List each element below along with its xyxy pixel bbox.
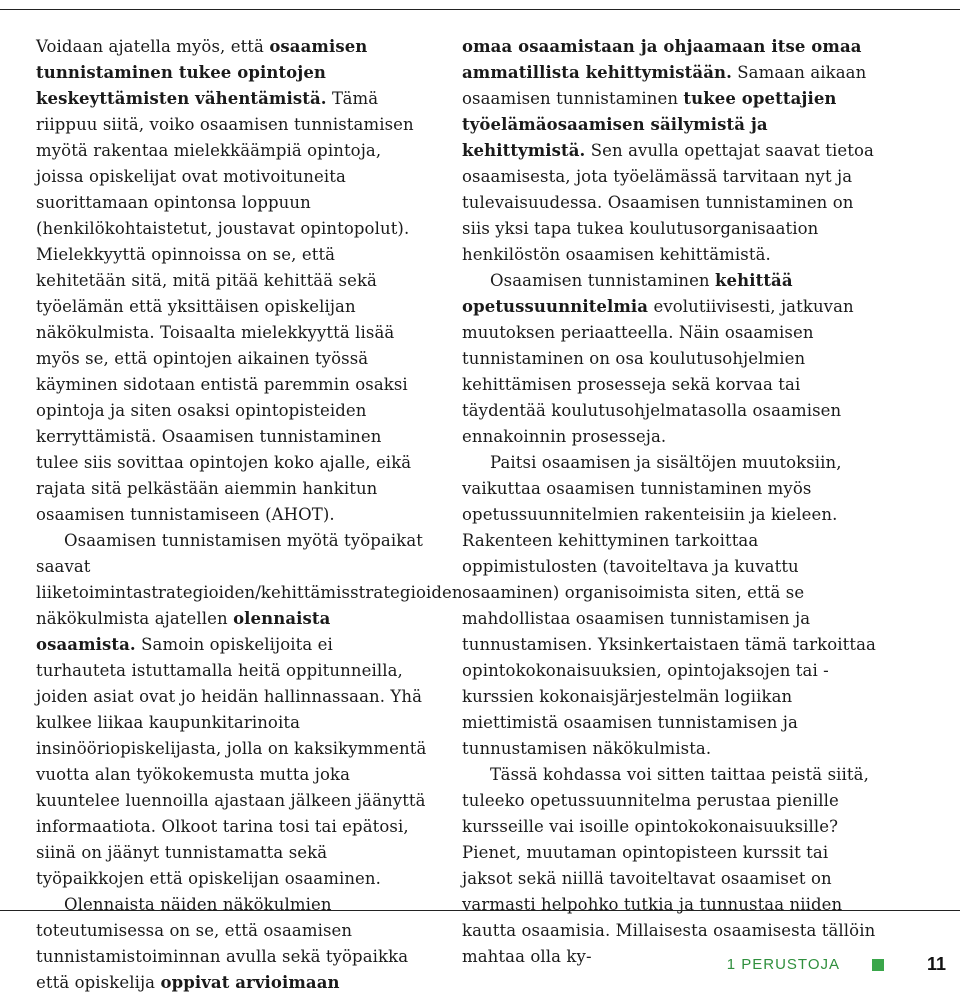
paragraph: Paitsi osaamisen ja sisältöjen muutoksiin, vaikuttaa osaamisen tunnistaminen myös opetussuunnitelmien rakenteisiin ja kieleen. Rakenteen kehittyminen tarkoittaa oppimistulosten (tavoiteltava ja kuvattu osaaminen) organisoimista siten, että se mahdollistaa osaamisen tunnistamisen ja tunnustamisen. Yksinkertaistaen tämä tarkoittaa opintokokonaisuuksien, opintojaksojen tai -kurssien kokonaisjärjestelmän logiikan miettimistä osaamisen tunnistamisen ja tunnustamisen näkökulmista. xyxy=(462,453,876,758)
green-square-icon xyxy=(872,959,884,971)
paragraph: Tässä kohdassa voi sitten taittaa peistä siitä, tuleeko opetussuunnitelma perustaa pienille kursseille vai isoille opintokokonaisuuksille? Pienet, muutaman opintopisteen kurssit tai jaksot sekä niillä tavoiteltavat osaamiset on varmasti helpohko tutkia ja tunnustaa niiden kautta osaamisia. Millaisesta osaamisesta tällöin mahtaa olla ky- xyxy=(462,765,876,966)
right-column xyxy=(462,34,880,970)
emphasis: oppivat arvioimaan xyxy=(160,973,340,992)
emphasis: osaamisen tunnistaminen tukee opintojen keskeyttämisten vähentämistä. xyxy=(36,37,368,108)
paragraph: Voidaan ajatella myös, että osaamisen tunnistaminen tukee opintojen keskeyttämisten vähentämistä. Tämä riippuu siitä, voiko osaamisen tunnistamisen myötä rakentaa mielekkäämpiä opintoja, joissa opiskelijat ovat motivoituneita suorittamaan opintonsa loppuun (henkilökohtaistetut, joustavat opintopolut). Mielekkyyttä opinnoissa on se, että kehitetään sitä, mitä pitää kehittää sekä työelämän että yksittäisen opiskelijan näkökulmista. Toisaalta mielekkyyttä lisää myös se, että opintojen aikainen työssä käyminen sidotaan entistä paremmin osaksi opintoja ja siten osaksi opintopisteiden kerryttämistä. Osaamisen tunnistaminen tulee siis sovittaa opintojen koko ajalle, eikä rajata sitä pelkästään aiemmin hankitun osaamisen tunnistamiseen (AHOT). xyxy=(36,37,414,524)
page-number: 11 xyxy=(926,954,946,974)
page-footer xyxy=(0,956,960,974)
paragraph: omaa osaamistaan ja ohjaamaan itse omaa ammatillista kehittymistään. Samaan aikaan osaamisen tunnistaminen tukee opettajien työelämäosaamisen säilymistä ja kehittymistä. Sen avulla opettajat saavat tietoa osaamisesta, jota työelämässä tarvitaan nyt ja tulevaisuudessa. Osaamisen tunnistaminen on siis yksi tapa tukea koulutusorganisaation henkilöstön osaamisen kehittämistä. xyxy=(462,37,874,264)
left-column xyxy=(36,34,463,996)
top-rule xyxy=(0,9,960,10)
section-label: 1 PERUSTOJA xyxy=(726,956,840,973)
paragraph: Osaamisen tunnistamisen myötä työpaikat saavat liiketoimintastrategioiden/kehittämisstrategioiden näkökulmista ajatellen olennaista osaamista. Samoin opiskelijoita ei turhauteta istuttamalla heitä oppitunneilla, joiden asiat ovat jo heidän hallinnassaan. Yhä kulkee liikaa kaupunkitarinoita insinööriopiskelijasta, jolla on kaksikymmentä vuotta alan työkokemusta mutta joka kuuntelee luennoilla ajastaan jälkeen jäänyttä informaatiota. Olkoot tarina tosi tai epätosi, siinä on jäänyt tunnistamatta sekä työpaikkojen että opiskelijan osaaminen. xyxy=(36,531,463,888)
emphasis: olennaista osaamista. xyxy=(36,609,331,654)
paragraph: Osaamisen tunnistaminen kehittää opetussuunnitelmia evolutiivisesti, jatkuvan muutoksen periaatteella. Näin osaamisen tunnistaminen on osa koulutusohjelmien kehittämisen prosesseja sekä korvaa tai täydentää koulutusohjelmatasolla osaamisen ennakoinnin prosesseja. xyxy=(462,271,854,446)
emphasis: omaa osaamistaan ja ohjaamaan itse omaa ammatillista kehittymistään. xyxy=(462,37,862,82)
paragraph: Olennaista näiden näkökulmien toteutumisessa on se, että osaamisen tunnistamistoiminnan avulla sekä työpaikka että opiskelija oppivat arvioimaan xyxy=(36,895,409,992)
bottom-rule xyxy=(0,910,960,911)
emphasis: tukee opettajien työelämäosaamisen säilymistä ja kehittymistä. xyxy=(462,89,837,160)
emphasis: kehittää opetussuunnitelmia xyxy=(462,271,793,316)
